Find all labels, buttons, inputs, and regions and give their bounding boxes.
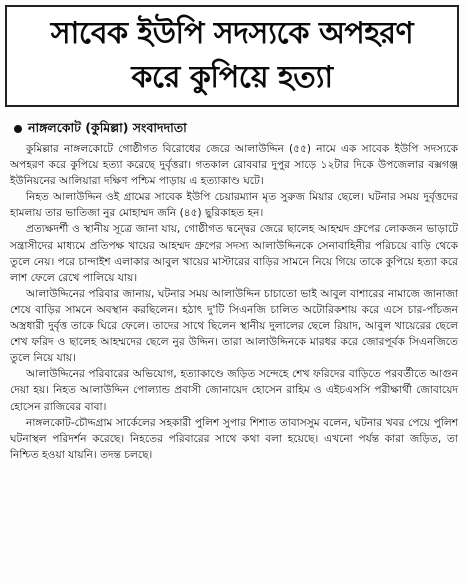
bullet-icon <box>14 125 22 133</box>
paragraph-5: আলাউদ্দিনের পরিবারের অভিযোগ, হত্যাকাণ্ডে জড়িত সন্দেহে শেখ ফরিদের বাড়িতে পরবর্তীতে আগুন দেয়া হয়। নিহত আলাউদ্দিন পোল্যান্ড প্রবাসী জোনায়েদ হোসেন রাহিম ও এইচএসসি পরীক্ষার্থী জোবায়েদ হোসেন রাজিবের বাবা। <box>10 368 458 413</box>
headline-line-2: করে কুপিয়ে হত্যা <box>131 60 333 95</box>
headline-box <box>5 5 459 107</box>
paragraph-6: নাঙ্গলকোট-চৌদ্দগ্রাম সার্কেলের সহকারী পুলিশ সুপার শিশাত তাবাসসুম বলেন, ঘটনার খবর পেয়ে পুলিশ ঘটনাস্থল পরিদর্শন করেছে। নিহতের পরিবারের সাথে কথা বলা হয়েছে। এখনো পর্যন্ত কারা জড়িত, তা নিশ্চিত হওয়া যায়নি। তদন্ত চলছে। <box>10 416 458 461</box>
paragraph-4: আলাউদ্দিনের পরিবার জানায়, ঘটনার সময় আলাউদ্দিন চাচাতো ভাই আবুল বাশারের নামাজে জানাজা শেষে বাড়ির সামনে অবস্থান করছিলেন। হঠাৎ দু'টি সিএনজি চালিত অটোরিকশায় করে এসে চার-পাঁচজন অস্ত্রধারী দুর্বৃত্ত তাকে ঘিরে ফেলে। তাদের সাথে ছিলেন স্থানীয় দুলালের ছেলে রিয়াদ, আবুল খায়েরের ছেলে শেখ ফরিদ ও ছালেহ আহম্মদের ছেলে নুর উদ্দিন। তারা আলাউদ্দিনকে মারধর করে জোরপূর্বক সিএনজিতে তুলে নিয়ে যায়। <box>10 287 458 365</box>
paragraph-2: নিহত আলাউদ্দিন ওই গ্রামের সাবেক ইউপি চেয়ারম্যান মৃত সুরুজ মিয়ার ছেলে। ঘটনার সময় দুর্বৃত্তদের হামলায় তার ভাতিজা নুর মোহাম্মদ জনি (৪৫) ছুরিকাহত হন। <box>10 191 458 220</box>
paragraph-3: প্রত্যক্ষদর্শী ও স্থানীয় সূত্রে জানা যায়, গোষ্ঠীগত দ্বন্দ্বের জেরে ছালেহ আহম্মদ গ্রুপের লোকজন ভাড়াটে সন্ত্রাসীদের মাধ্যমে প্রতিপক্ষ খায়ের আহম্মদ গ্রুপের সদস্য আলাউদ্দিনকে সেনাবাহিনীর পরিচয়ে বাড়ি থেকে তুলে নেয়। পরে চান্দাইশ এলাকার আবুল খায়ের মাস্টারের বাড়ির সামনে নিয়ে গিয়ে তাকে কুপিয়ে হত্যা করে লাশ ফেলে রেখে পালিয়ে যায়। <box>10 223 458 284</box>
article-body <box>10 141 458 463</box>
dateline <box>14 120 187 140</box>
dateline-text: নাঙ্গলকোট (কুমিল্লা) সংবাদদাতা <box>28 120 187 135</box>
paragraph-1: কুমিল্লার নাঙ্গলকোটে গোষ্ঠীগত বিরোধের জেরে আলাউদ্দিন (৫৫) নামে এক সাবেক ইউপি সদস্যকে অপহরণ করে কুপিয়ে হত্যা করেছে দুর্বৃত্তরা। গতকাল রোববার দুপুর সাড়ে ১২টার দিকে উপজেলার বক্সগঞ্জ ইউনিয়নের আলিয়ারা দক্ষিণ পশ্চিম পাড়ায় এ হত্যাকাণ্ড ঘটে। <box>10 143 458 188</box>
headline-line-1: সাবেক ইউপি সদস্যকে অপহরণ <box>50 16 414 51</box>
